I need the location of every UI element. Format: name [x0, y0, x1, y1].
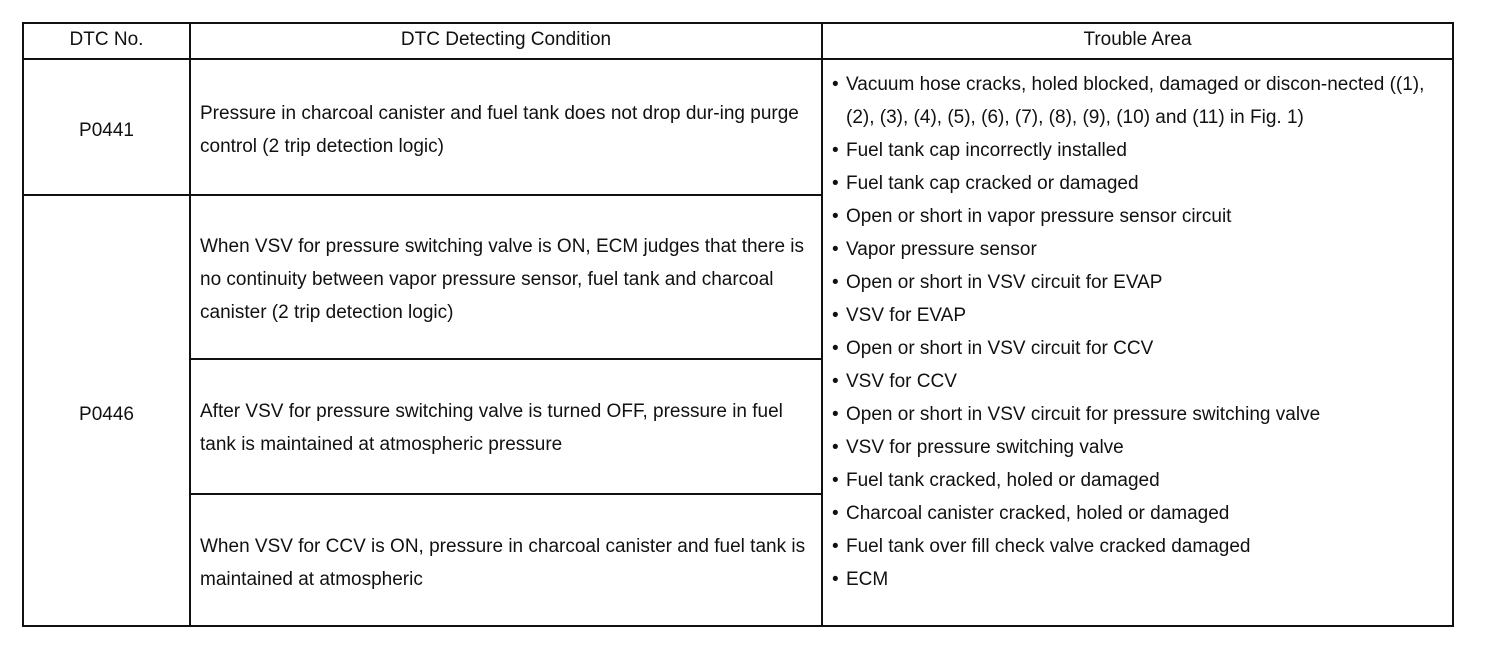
bullet-icon: • — [832, 338, 839, 359]
bullet-icon: • — [832, 239, 839, 260]
trouble-item: • Charcoal canister cracked, holed or damaged — [832, 497, 1442, 530]
trouble-item: • Fuel tank cap cracked or damaged — [832, 167, 1442, 200]
bullet-icon: • — [832, 173, 839, 194]
bullet-icon: • — [832, 503, 839, 524]
trouble-item: • VSV for EVAP — [832, 299, 1442, 332]
trouble-item: • Open or short in VSV circuit for EVAP — [832, 266, 1442, 299]
condition-p0446-1: When VSV for pressure switching valve is ON, ECM judges that there is no continuity between vapor pressure sensor, fuel tank and charcoal canister (2 trip detection logic) — [200, 236, 805, 323]
row-divider-condition-2 — [189, 493, 822, 495]
bullet-icon: • — [832, 470, 839, 491]
trouble-item: • Vacuum hose cracks, holed blocked, damaged or discon-nected ((1), (2), (3), (4), (5), (6), (7), (8), (9), (10) and (11) in Fig. 1) — [832, 68, 1442, 134]
header-divider — [22, 58, 1454, 60]
dtc-code-p0441: P0441 — [79, 120, 134, 141]
trouble-item: • Open or short in vapor pressure sensor circuit — [832, 200, 1442, 233]
trouble-item: • Fuel tank cracked, holed or damaged — [832, 464, 1442, 497]
bullet-icon: • — [832, 140, 839, 161]
dtc-code-p0446: P0446 — [79, 404, 134, 425]
row-divider-condition-1 — [189, 358, 822, 360]
bullet-icon: • — [832, 305, 839, 326]
condition-p0446-2: After VSV for pressure switching valve is turned OFF, pressure in fuel tank is maintained at atmospheric pressure — [200, 401, 783, 455]
condition-p0441: Pressure in charcoal canister and fuel tank does not drop dur-ing purge control (2 trip detection logic) — [200, 103, 799, 157]
bullet-icon: • — [832, 272, 839, 293]
bullet-icon: • — [832, 536, 839, 557]
trouble-item: • Open or short in VSV circuit for pressure switching valve — [832, 398, 1442, 431]
trouble-item: • VSV for pressure switching valve — [832, 431, 1442, 464]
bullet-icon: • — [832, 74, 839, 95]
bullet-icon: • — [832, 371, 839, 392]
condition-p0446-3: When VSV for CCV is ON, pressure in charcoal canister and fuel tank is maintained at atmospheric — [200, 536, 806, 590]
bullet-icon: • — [832, 206, 839, 227]
trouble-area-list — [832, 68, 1442, 596]
bullet-icon: • — [832, 437, 839, 458]
trouble-item: • Vapor pressure sensor — [832, 233, 1442, 266]
header-trouble-area: Trouble Area — [1083, 29, 1192, 50]
bullet-icon: • — [832, 404, 839, 425]
header-detecting-condition: DTC Detecting Condition — [400, 29, 612, 50]
header-dtc-no: DTC No. — [69, 29, 144, 50]
trouble-item: • Open or short in VSV circuit for CCV — [832, 332, 1442, 365]
trouble-item: • VSV for CCV — [832, 365, 1442, 398]
column-divider-2 — [821, 22, 823, 627]
trouble-item: • Fuel tank cap incorrectly installed — [832, 134, 1442, 167]
bullet-icon: • — [832, 569, 839, 590]
row-divider-p0441 — [22, 194, 822, 196]
trouble-item: • ECM — [832, 563, 1442, 596]
column-divider-1 — [189, 22, 191, 627]
trouble-item: • Fuel tank over fill check valve cracked damaged — [832, 530, 1442, 563]
